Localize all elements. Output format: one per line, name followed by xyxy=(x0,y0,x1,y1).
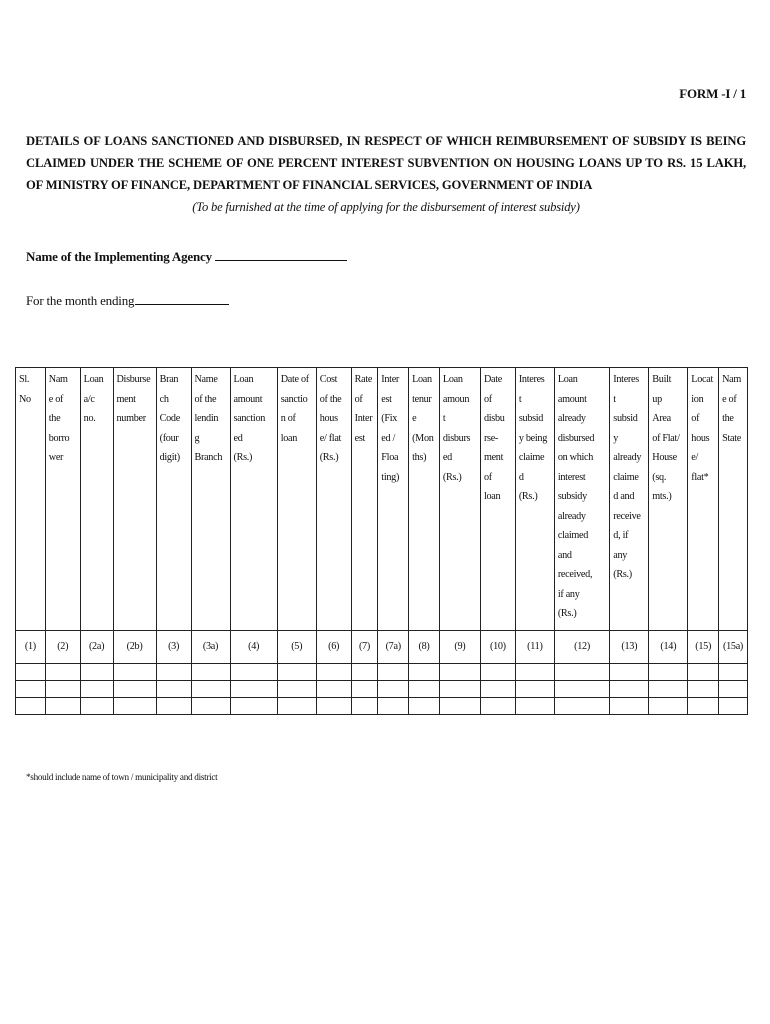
column-header xyxy=(688,368,719,631)
column-header-text: Locat ion of hous e/ flat* xyxy=(691,374,713,483)
entry-cell[interactable] xyxy=(316,698,351,715)
entry-cell[interactable] xyxy=(351,698,378,715)
entry-cell[interactable] xyxy=(80,664,113,681)
column-number: (7a) xyxy=(378,631,409,664)
entry-cell[interactable] xyxy=(409,664,440,681)
entry-cell[interactable] xyxy=(16,664,46,681)
table-row xyxy=(16,698,748,715)
entry-cell[interactable] xyxy=(16,698,46,715)
column-header-text: Disburse ment number xyxy=(116,374,151,424)
column-number: (13) xyxy=(610,631,649,664)
column-header-text: Name of the lendin g Branch xyxy=(194,374,223,463)
entry-cell[interactable] xyxy=(191,698,230,715)
column-number: (6) xyxy=(316,631,351,664)
entry-cell[interactable] xyxy=(156,664,191,681)
column-header-text: Loan amount already disbursed on which interest subsidy already claimed and received, if any (Rs.) xyxy=(557,374,595,619)
column-header-text: Interes t subsid y already claime d and receive d, if any (Rs.) xyxy=(613,374,642,580)
entry-cell[interactable] xyxy=(378,664,409,681)
column-header xyxy=(554,368,609,631)
month-ending-label: For the month ending xyxy=(26,293,135,308)
entry-cell[interactable] xyxy=(156,681,191,698)
column-number: (9) xyxy=(439,631,480,664)
entry-cell[interactable] xyxy=(378,698,409,715)
column-header xyxy=(113,368,156,631)
entry-cell[interactable] xyxy=(439,681,480,698)
column-header xyxy=(277,368,316,631)
column-header xyxy=(515,368,554,631)
entry-cell[interactable] xyxy=(230,698,277,715)
table-header-row xyxy=(16,368,748,631)
column-header xyxy=(351,368,378,631)
entry-cell[interactable] xyxy=(649,698,688,715)
entry-cell[interactable] xyxy=(113,664,156,681)
column-header-text: Cost of the hous e/ flat (Rs.) xyxy=(319,374,342,463)
entry-cell[interactable] xyxy=(378,681,409,698)
column-number: (10) xyxy=(480,631,515,664)
entry-cell[interactable] xyxy=(515,698,554,715)
entry-cell[interactable] xyxy=(45,681,80,698)
entry-cell[interactable] xyxy=(610,681,649,698)
column-number: (2a) xyxy=(80,631,113,664)
column-number: (8) xyxy=(409,631,440,664)
column-header-text: Loan a/c no. xyxy=(83,374,104,424)
loans-table xyxy=(15,367,748,715)
column-header xyxy=(156,368,191,631)
column-number: (5) xyxy=(277,631,316,664)
column-number: (2b) xyxy=(113,631,156,664)
column-header xyxy=(80,368,113,631)
entry-cell[interactable] xyxy=(45,698,80,715)
column-header-text: Bran ch Code (four digit) xyxy=(159,374,180,463)
implementing-agency-blank xyxy=(215,248,347,261)
implementing-agency-label: Name of the Implementing Agency xyxy=(26,249,212,264)
form-number: FORM -I / 1 xyxy=(679,86,746,101)
table-row xyxy=(16,681,748,698)
column-header-text: Nam e of the State xyxy=(722,374,741,444)
entry-cell[interactable] xyxy=(409,681,440,698)
column-number: (1) xyxy=(16,631,46,664)
entry-cell[interactable] xyxy=(515,664,554,681)
entry-cell[interactable] xyxy=(351,681,378,698)
column-number: (2) xyxy=(45,631,80,664)
entry-cell[interactable] xyxy=(156,698,191,715)
entry-cell[interactable] xyxy=(113,681,156,698)
column-header xyxy=(16,368,46,631)
entry-cell[interactable] xyxy=(554,698,609,715)
column-header-text: Inter est (Fix ed / Floa ting) xyxy=(381,374,400,483)
column-header xyxy=(230,368,277,631)
entry-cell[interactable] xyxy=(316,664,351,681)
entry-cell[interactable] xyxy=(16,681,46,698)
entry-cell[interactable] xyxy=(113,698,156,715)
entry-cell[interactable] xyxy=(80,698,113,715)
entry-cell[interactable] xyxy=(649,664,688,681)
entry-cell[interactable] xyxy=(351,664,378,681)
entry-cell[interactable] xyxy=(719,681,748,698)
column-number: (4) xyxy=(230,631,277,664)
column-header-text: Loan tenur e (Mon ths) xyxy=(412,374,434,463)
column-header xyxy=(409,368,440,631)
form-subtitle: (To be furnished at the time of applying for the disbursement of interest subsidy) xyxy=(192,200,580,214)
entry-cell[interactable] xyxy=(409,698,440,715)
column-header xyxy=(480,368,515,631)
entry-cell[interactable] xyxy=(480,698,515,715)
entry-cell[interactable] xyxy=(554,664,609,681)
entry-cell[interactable] xyxy=(688,664,719,681)
entry-cell[interactable] xyxy=(316,681,351,698)
entry-cell[interactable] xyxy=(719,698,748,715)
month-ending-blank xyxy=(135,292,229,305)
entry-cell[interactable] xyxy=(688,698,719,715)
column-header-text: Loan amoun t disburs ed (Rs.) xyxy=(442,374,471,483)
entry-cell[interactable] xyxy=(230,681,277,698)
column-number: (7) xyxy=(351,631,378,664)
column-header-text: Rate of Inter est xyxy=(354,374,373,444)
entry-cell[interactable] xyxy=(554,681,609,698)
month-ending-field xyxy=(26,292,229,309)
column-header xyxy=(191,368,230,631)
entry-cell[interactable] xyxy=(610,664,649,681)
entry-cell[interactable] xyxy=(45,664,80,681)
entry-cell[interactable] xyxy=(515,681,554,698)
column-header xyxy=(610,368,649,631)
column-header-text: Date of disbu rse- ment of loan xyxy=(483,374,505,502)
entry-cell[interactable] xyxy=(719,664,748,681)
column-number: (11) xyxy=(515,631,554,664)
column-header-text: Date of sanctio n of loan xyxy=(280,374,309,444)
column-number-row xyxy=(16,631,748,664)
entry-cell[interactable] xyxy=(80,681,113,698)
column-number: (15a) xyxy=(719,631,748,664)
entry-cell[interactable] xyxy=(277,698,316,715)
entry-cell[interactable] xyxy=(610,698,649,715)
column-header xyxy=(378,368,409,631)
column-header-text: Loan amount sanction ed (Rs.) xyxy=(233,374,266,463)
form-title: DETAILS OF LOANS SANCTIONED AND DISBURSED, IN RESPECT OF WHICH REIMBURSEMENT OF SUBSIDY IS BEING CLAIMED UNDER THE SCHEME OF ONE PERCENT INTEREST SUBVENTION ON HOUSING LOANS UP TO RS. 15 LAKH, OF MINISTRY OF FINANCE, DEPARTMENT OF FINANCIAL SERVICES, GOVERNMENT OF INDIA xyxy=(26,134,746,192)
column-header xyxy=(316,368,351,631)
entry-cell[interactable] xyxy=(480,681,515,698)
column-header-text: Sl. No xyxy=(19,374,31,405)
entry-cell[interactable] xyxy=(688,681,719,698)
column-header xyxy=(719,368,748,631)
column-number: (3) xyxy=(156,631,191,664)
column-number: (12) xyxy=(554,631,609,664)
table-row xyxy=(16,664,748,681)
column-header-text: Interes t subsid y being claime d (Rs.) xyxy=(518,374,548,502)
entry-cell[interactable] xyxy=(439,698,480,715)
entry-cell[interactable] xyxy=(277,681,316,698)
column-header xyxy=(439,368,480,631)
entry-cell[interactable] xyxy=(480,664,515,681)
entry-cell[interactable] xyxy=(230,664,277,681)
column-header-text: Built up Area of Flat/ House (sq. mts.) xyxy=(652,374,680,502)
entry-cell[interactable] xyxy=(191,664,230,681)
entry-cell[interactable] xyxy=(439,664,480,681)
column-header-text: Nam e of the borro wer xyxy=(48,374,70,463)
entry-cell[interactable] xyxy=(277,664,316,681)
column-header xyxy=(45,368,80,631)
footnote: *should include name of town / municipality and district xyxy=(26,772,218,782)
implementing-agency-field xyxy=(26,248,347,265)
column-header xyxy=(649,368,688,631)
entry-cell[interactable] xyxy=(191,681,230,698)
column-number: (15) xyxy=(688,631,719,664)
column-number: (3a) xyxy=(191,631,230,664)
column-number: (14) xyxy=(649,631,688,664)
entry-cell[interactable] xyxy=(649,681,688,698)
